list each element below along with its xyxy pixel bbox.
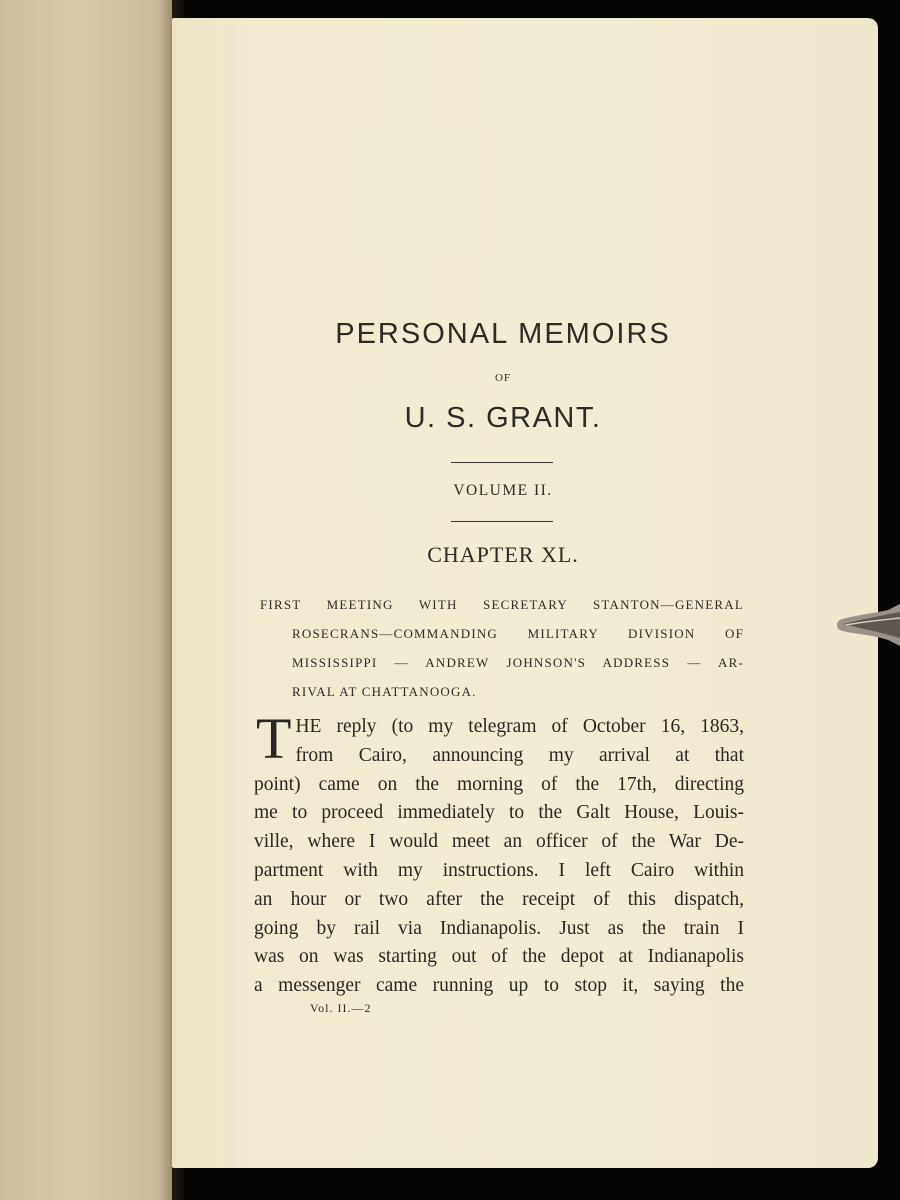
divider-rule-top: [451, 462, 553, 463]
body-line: an hour or two after the receipt of this dispatch,: [254, 888, 744, 910]
chapter-heading: CHAPTER XL.: [427, 542, 579, 567]
synopsis-line: ROSECRANS—COMMANDING MILITARY DIVISION OF: [292, 626, 744, 641]
divider-rule-bottom: [451, 521, 553, 522]
page-signature: Vol. II.—2: [310, 1001, 372, 1015]
title-of: OF: [494, 372, 512, 384]
body-line: me to proceed immediately to the Galt House, Louis-: [254, 802, 744, 824]
body-line: HE reply (to my telegram of October 16, 1863,: [295, 716, 744, 737]
chapter-synopsis: [260, 590, 744, 706]
chapter-body: [254, 706, 744, 1001]
left-page: [0, 0, 172, 1200]
body-line: ville, where I would meet an officer of the War De-: [254, 831, 744, 853]
bookmark-icon: [836, 604, 900, 646]
volume-label: VOLUME II.: [453, 482, 553, 499]
body-line: going by rail via Indianapolis. Just as the train I: [254, 917, 744, 939]
book-author: U. S. GRANT.: [404, 402, 602, 434]
body-line: from Cairo, announcing my arrival at that: [295, 744, 744, 766]
body-line: point) came on the morning of the 17th, directing: [254, 773, 744, 795]
body-line: partment with my instructions. I left Cairo within: [254, 859, 744, 881]
synopsis-line: RIVAL AT CHATTANOOGA.: [292, 684, 477, 699]
body-line: a messenger came running up to stop it, saying the: [254, 975, 744, 997]
synopsis-line: FIRST MEETING WITH SECRETARY STANTON—GENERAL: [260, 597, 744, 612]
drop-cap: T: [256, 706, 292, 771]
book-title: PERSONAL MEMOIRS: [335, 318, 671, 350]
body-line: was on was starting out of the depot at Indianapolis: [254, 946, 744, 968]
synopsis-line: MISSISSIPPI — ANDREW JOHNSON'S ADDRESS — AR-: [292, 655, 744, 670]
